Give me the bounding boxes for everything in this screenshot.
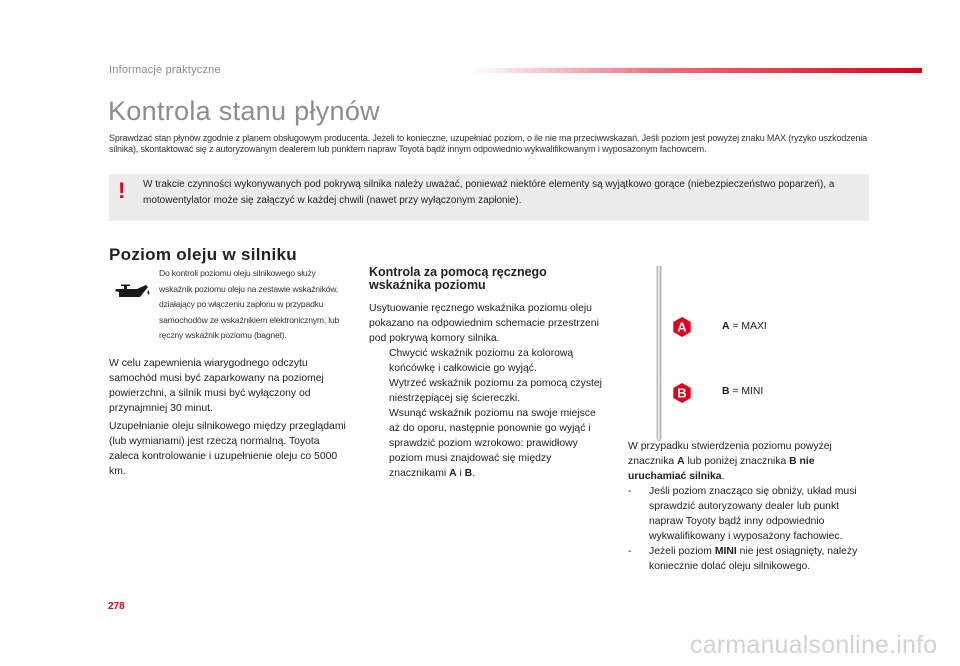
dash-mark: -	[628, 546, 632, 557]
mark-b-letter: B	[677, 385, 687, 401]
list-item	[369, 406, 607, 481]
step-end: .	[472, 468, 476, 479]
dipstick-intro: Usytuowanie ręcznego wskaźnika poziomu oleju pokazano na odpowiednim schemacie przestrzeni pod pokrywą komory silnika.	[369, 303, 599, 344]
step-and: i	[456, 468, 465, 479]
list-item	[369, 346, 607, 376]
step-text: Chwycić wskaźnik poziomu za kolorową końcówkę i całkowicie go wyjąć.	[389, 348, 574, 374]
level-key-a: A	[677, 456, 685, 467]
mark-b-badge	[672, 383, 692, 403]
level-warning-text	[628, 439, 860, 574]
list-item	[628, 544, 860, 574]
oil-can-icon	[112, 281, 152, 303]
label-mini-text: = MINI	[729, 386, 764, 397]
level-text-end: .	[721, 471, 725, 482]
level-item-key: MINI	[714, 546, 737, 557]
level-item-start: Jeżeli poziom	[649, 546, 715, 557]
dipstick-heading	[369, 266, 547, 292]
level-warning-intro	[628, 439, 860, 484]
list-item	[628, 484, 860, 544]
oil-indicator-description: Do kontroli poziomu oleju silnikowego służy wskaźnik poziomu oleju na zestawie wskaźników, działający po włączeniu zapłonu w przypadku samochodów ze wskaźnikiem elektronicznym, lub ręczny wskaźnik poziomu (bagnet).	[159, 268, 340, 341]
mark-a-letter: A	[677, 319, 687, 335]
dipstick-heading-line2: wskaźnika poziomu	[369, 278, 486, 292]
label-maxi	[722, 321, 767, 332]
level-item-text: Jeśli poziom znacząco się obniży, układ musi sprawdzić autoryzowany dealer lub punkt napraw Toyoty bądź inny odpowiednio wykwalifikowany i wyposażony fachowiec.	[649, 486, 857, 542]
level-item-end: nie jest osiągnięty, należy koniecznie dolać oleju silnikowego.	[649, 546, 858, 572]
dipstick-illustration	[652, 266, 666, 444]
label-maxi-key: A	[722, 321, 730, 332]
oil-level-heading: Poziom oleju w silniku	[109, 245, 297, 264]
dipstick-heading-line1: Kontrola za pomocą ręcznego	[369, 265, 547, 279]
list-item	[369, 376, 607, 406]
step-text: Wsunąć wskaźnik poziomu na swoje miejsce aż do oporu, następnie ponownie go wyjąć i sprawdzić poziom wzrokowo: prawidłowy poziom musi znajdować się między znacznikami	[389, 408, 596, 479]
dash-mark: -	[628, 486, 632, 497]
oil-check-paragraph: W celu zapewnienia wiarygodnego odczytu samochód musi być zaparkowany na poziomej powierzchni, a silnik musi być wyłączony od przynajmniej 30 minut.	[109, 358, 324, 414]
step-text: Wytrzeć wskaźnik poziomu za pomocą czystej niestrzępiącej się ściereczki.	[389, 378, 602, 404]
section-label: Informacje praktyczne	[109, 64, 221, 76]
intro-paragraph: Sprawdzać stan płynów zgodnie z planem obsługowym producenta. Jeżeli to konieczne, uzupełniać poziom, o ile nie ma przeciwwskazań. Jeśli poziom jest powyżej znaku MAX (ryzyko uszkodzenia silnika), skontaktować się z autoryzowanym dealerem lub punktem napraw Toyota bądź innym odpowiednio wykwalifikowanym i wyposażonym fachowcem.	[109, 133, 867, 154]
label-mini	[722, 386, 763, 397]
page-number: 278	[108, 601, 125, 612]
warning-text: W trakcie czynności wykonywanych pod pokrywą silnika należy uważać, ponieważ niektóre elementy są wyjątkowo gorące (niebezpieczeństwo poparzeń), a motowentylator może się załączyć w każdej chwili (nawet przy wyłączonym zapłonie).	[143, 179, 835, 206]
mark-b-ref: B	[464, 468, 473, 479]
mark-a-ref: A	[449, 468, 457, 479]
watermark: carmanualsonline.info	[690, 631, 938, 659]
label-maxi-text: = MAXI	[729, 321, 767, 332]
label-mini-key: B	[722, 386, 730, 397]
level-key-b: B nie uruchamiać silnika	[628, 456, 815, 482]
level-text-start: W przypadku stwierdzenia poziomu powyżej znacznika	[628, 441, 832, 467]
mark-a-badge	[672, 317, 692, 337]
exclamation-icon: !	[118, 178, 126, 203]
oil-refill-paragraph: Uzupełnianie oleju silnikowego między przeglądami (lub wymianami) jest rzeczą normalną. Toyota zaleca kontrolowanie i uzupełnienie oleju co 5000 km.	[109, 421, 346, 477]
level-text-mid: lub poniżej znacznika	[684, 456, 790, 467]
page-title: Kontrola stanu płynów	[108, 96, 380, 126]
header-accent-bar	[470, 68, 922, 73]
dipstick-instructions	[369, 301, 607, 481]
